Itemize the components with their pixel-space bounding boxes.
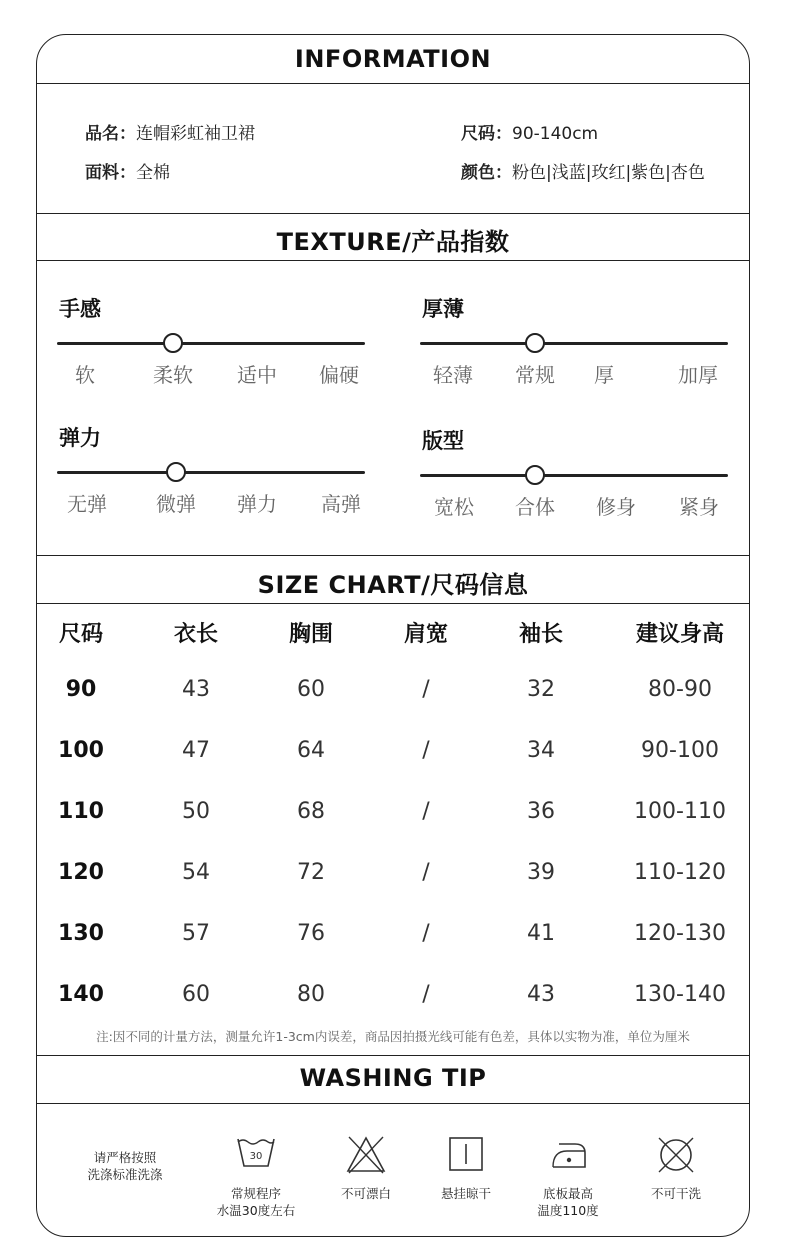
table-cell: 36 [527, 799, 555, 824]
wash-temp-text: 30 [249, 1151, 263, 1162]
texture-name: 弹力 [59, 426, 101, 450]
texture-scale-labels [57, 359, 365, 385]
wash-item [201, 1135, 311, 1219]
no-dry-clean-icon [655, 1135, 697, 1175]
table-cell: 43 [182, 677, 210, 702]
table-cell: / [422, 921, 430, 946]
divider [37, 83, 749, 84]
table-header-row [37, 617, 749, 657]
table-cell: 50 [182, 799, 210, 824]
table-cell: 39 [527, 860, 555, 885]
table-cell: 100 [58, 738, 104, 763]
table-cell: 90-100 [641, 738, 719, 763]
size-range-row [461, 119, 598, 144]
scale-label: 厚 [594, 363, 614, 387]
table-cell: 47 [182, 738, 210, 763]
wash-item [513, 1135, 623, 1219]
texture-scale-knob [525, 465, 545, 485]
table-cell: 120-130 [634, 921, 726, 946]
table-header-cell: 建议身高 [635, 622, 724, 647]
texture-thickness [420, 293, 728, 403]
table-cell: 80 [297, 982, 325, 1007]
table-cell: 57 [182, 921, 210, 946]
table-cell: / [422, 982, 430, 1007]
table-cell: 130 [58, 921, 104, 946]
table-cell: 80-90 [648, 677, 712, 702]
table-cell: / [422, 738, 430, 763]
table-cell: 43 [527, 982, 555, 1007]
table-header-cell: 胸围 [288, 622, 333, 647]
material-key: 面料： [85, 163, 136, 183]
wash-label: 悬挂晾干 [440, 1186, 491, 1201]
washing-intro-text: 请严格按照 洗涤标准洗涤 [87, 1150, 163, 1182]
texture-scale-track [420, 474, 728, 477]
hang-dry-icon [448, 1135, 484, 1173]
material-value: 全棉 [136, 163, 170, 183]
wash-label: 不可干洗 [650, 1186, 701, 1201]
table-header-cell: 肩宽 [403, 622, 448, 647]
texture-scale-labels [420, 359, 728, 385]
scale-label: 弹力 [237, 492, 277, 516]
table-cell: 54 [182, 860, 210, 885]
scale-label: 软 [75, 363, 95, 387]
texture-elasticity [57, 422, 365, 532]
table-cell: 72 [297, 860, 325, 885]
wash-item [621, 1135, 731, 1202]
table-cell: 34 [527, 738, 555, 763]
wash-item [311, 1135, 421, 1202]
table-cell: 120 [58, 860, 104, 885]
scale-label: 合体 [515, 495, 555, 519]
scale-label: 紧身 [679, 495, 719, 519]
texture-scale-knob [166, 462, 186, 482]
table-row [37, 677, 749, 717]
no-bleach-icon [345, 1135, 387, 1175]
texture-name: 手感 [59, 297, 101, 321]
table-cell: 60 [297, 677, 325, 702]
table-cell: 110-120 [634, 860, 726, 885]
scale-label: 宽松 [434, 495, 474, 519]
product-name-key: 品名： [85, 124, 136, 144]
texture-scale-labels [57, 488, 365, 514]
texture-hand-feel [57, 293, 365, 403]
table-cell: 140 [58, 982, 104, 1007]
scale-label: 适中 [237, 363, 277, 387]
texture-scale-track [57, 342, 365, 345]
table-row [37, 860, 749, 900]
divider [37, 1103, 749, 1104]
table-cell: 32 [527, 677, 555, 702]
table-cell: / [422, 799, 430, 824]
wash-tub-30-icon [234, 1135, 278, 1171]
table-header-cell: 衣长 [173, 622, 218, 647]
wash-item [411, 1135, 521, 1202]
table-row [37, 921, 749, 961]
divider [37, 1055, 749, 1056]
texture-scale-knob [525, 333, 545, 353]
washing-intro [70, 1149, 180, 1183]
table-header-cell: 尺码 [58, 622, 103, 647]
table-row [37, 982, 749, 1022]
texture-scale-knob [163, 333, 183, 353]
texture-name: 厚薄 [422, 297, 464, 321]
table-cell: / [422, 860, 430, 885]
texture-title: TEXTURE/产品指数 [276, 228, 510, 256]
iron-icon [547, 1135, 589, 1173]
material-row [85, 158, 170, 183]
table-cell: / [422, 677, 430, 702]
table-cell: 64 [297, 738, 325, 763]
texture-scale-track [57, 471, 365, 474]
wash-label: 底板最高 温度110度 [537, 1186, 599, 1218]
scale-label: 偏硬 [319, 363, 359, 387]
table-cell: 60 [182, 982, 210, 1007]
wash-label: 不可漂白 [340, 1186, 391, 1201]
texture-name: 版型 [422, 429, 464, 453]
size-chart-title: SIZE CHART/尺码信息 [257, 571, 529, 599]
table-row [37, 799, 749, 839]
scale-label: 柔软 [153, 363, 193, 387]
scale-label: 微弹 [156, 492, 196, 516]
table-cell: 76 [297, 921, 325, 946]
measurement-note: 注:因不同的计量方法，测量允许1-3cm内误差，商品因拍摄光线可能有色差，具体以实物为准，单位为厘米 [96, 1029, 690, 1044]
size-range-value: 90-140cm [512, 124, 599, 144]
divider [37, 260, 749, 261]
color-row [461, 158, 705, 183]
information-title: INFORMATION [294, 45, 492, 73]
scale-label: 轻薄 [433, 363, 473, 387]
color-value: 粉色|浅蓝|玫红|紫色|杏色 [512, 163, 705, 183]
texture-scale-labels [420, 491, 728, 517]
scale-label: 常规 [515, 363, 555, 387]
product-name-row [85, 119, 255, 144]
table-header-cell: 袖长 [518, 622, 563, 647]
table-cell: 90 [65, 677, 97, 702]
scale-label: 修身 [596, 495, 636, 519]
color-key: 颜色： [461, 163, 512, 183]
scale-label: 无弹 [67, 492, 107, 516]
divider [37, 603, 749, 604]
product-info-card [36, 34, 750, 1237]
scale-label: 加厚 [678, 363, 718, 387]
table-cell: 100-110 [634, 799, 726, 824]
wash-label: 常规程序 水温30度左右 [216, 1186, 296, 1218]
texture-scale-track [420, 342, 728, 345]
texture-fit [420, 425, 728, 535]
divider [37, 555, 749, 556]
size-range-key: 尺码： [461, 124, 512, 144]
table-cell: 68 [297, 799, 325, 824]
washing-title: WASHING TIP [299, 1064, 487, 1092]
table-cell: 41 [527, 921, 555, 946]
table-row [37, 738, 749, 778]
table-cell: 130-140 [634, 982, 726, 1007]
product-name-value: 连帽彩虹袖卫裙 [136, 124, 255, 144]
scale-label: 高弹 [321, 492, 361, 516]
table-cell: 110 [58, 799, 104, 824]
divider [37, 213, 749, 214]
